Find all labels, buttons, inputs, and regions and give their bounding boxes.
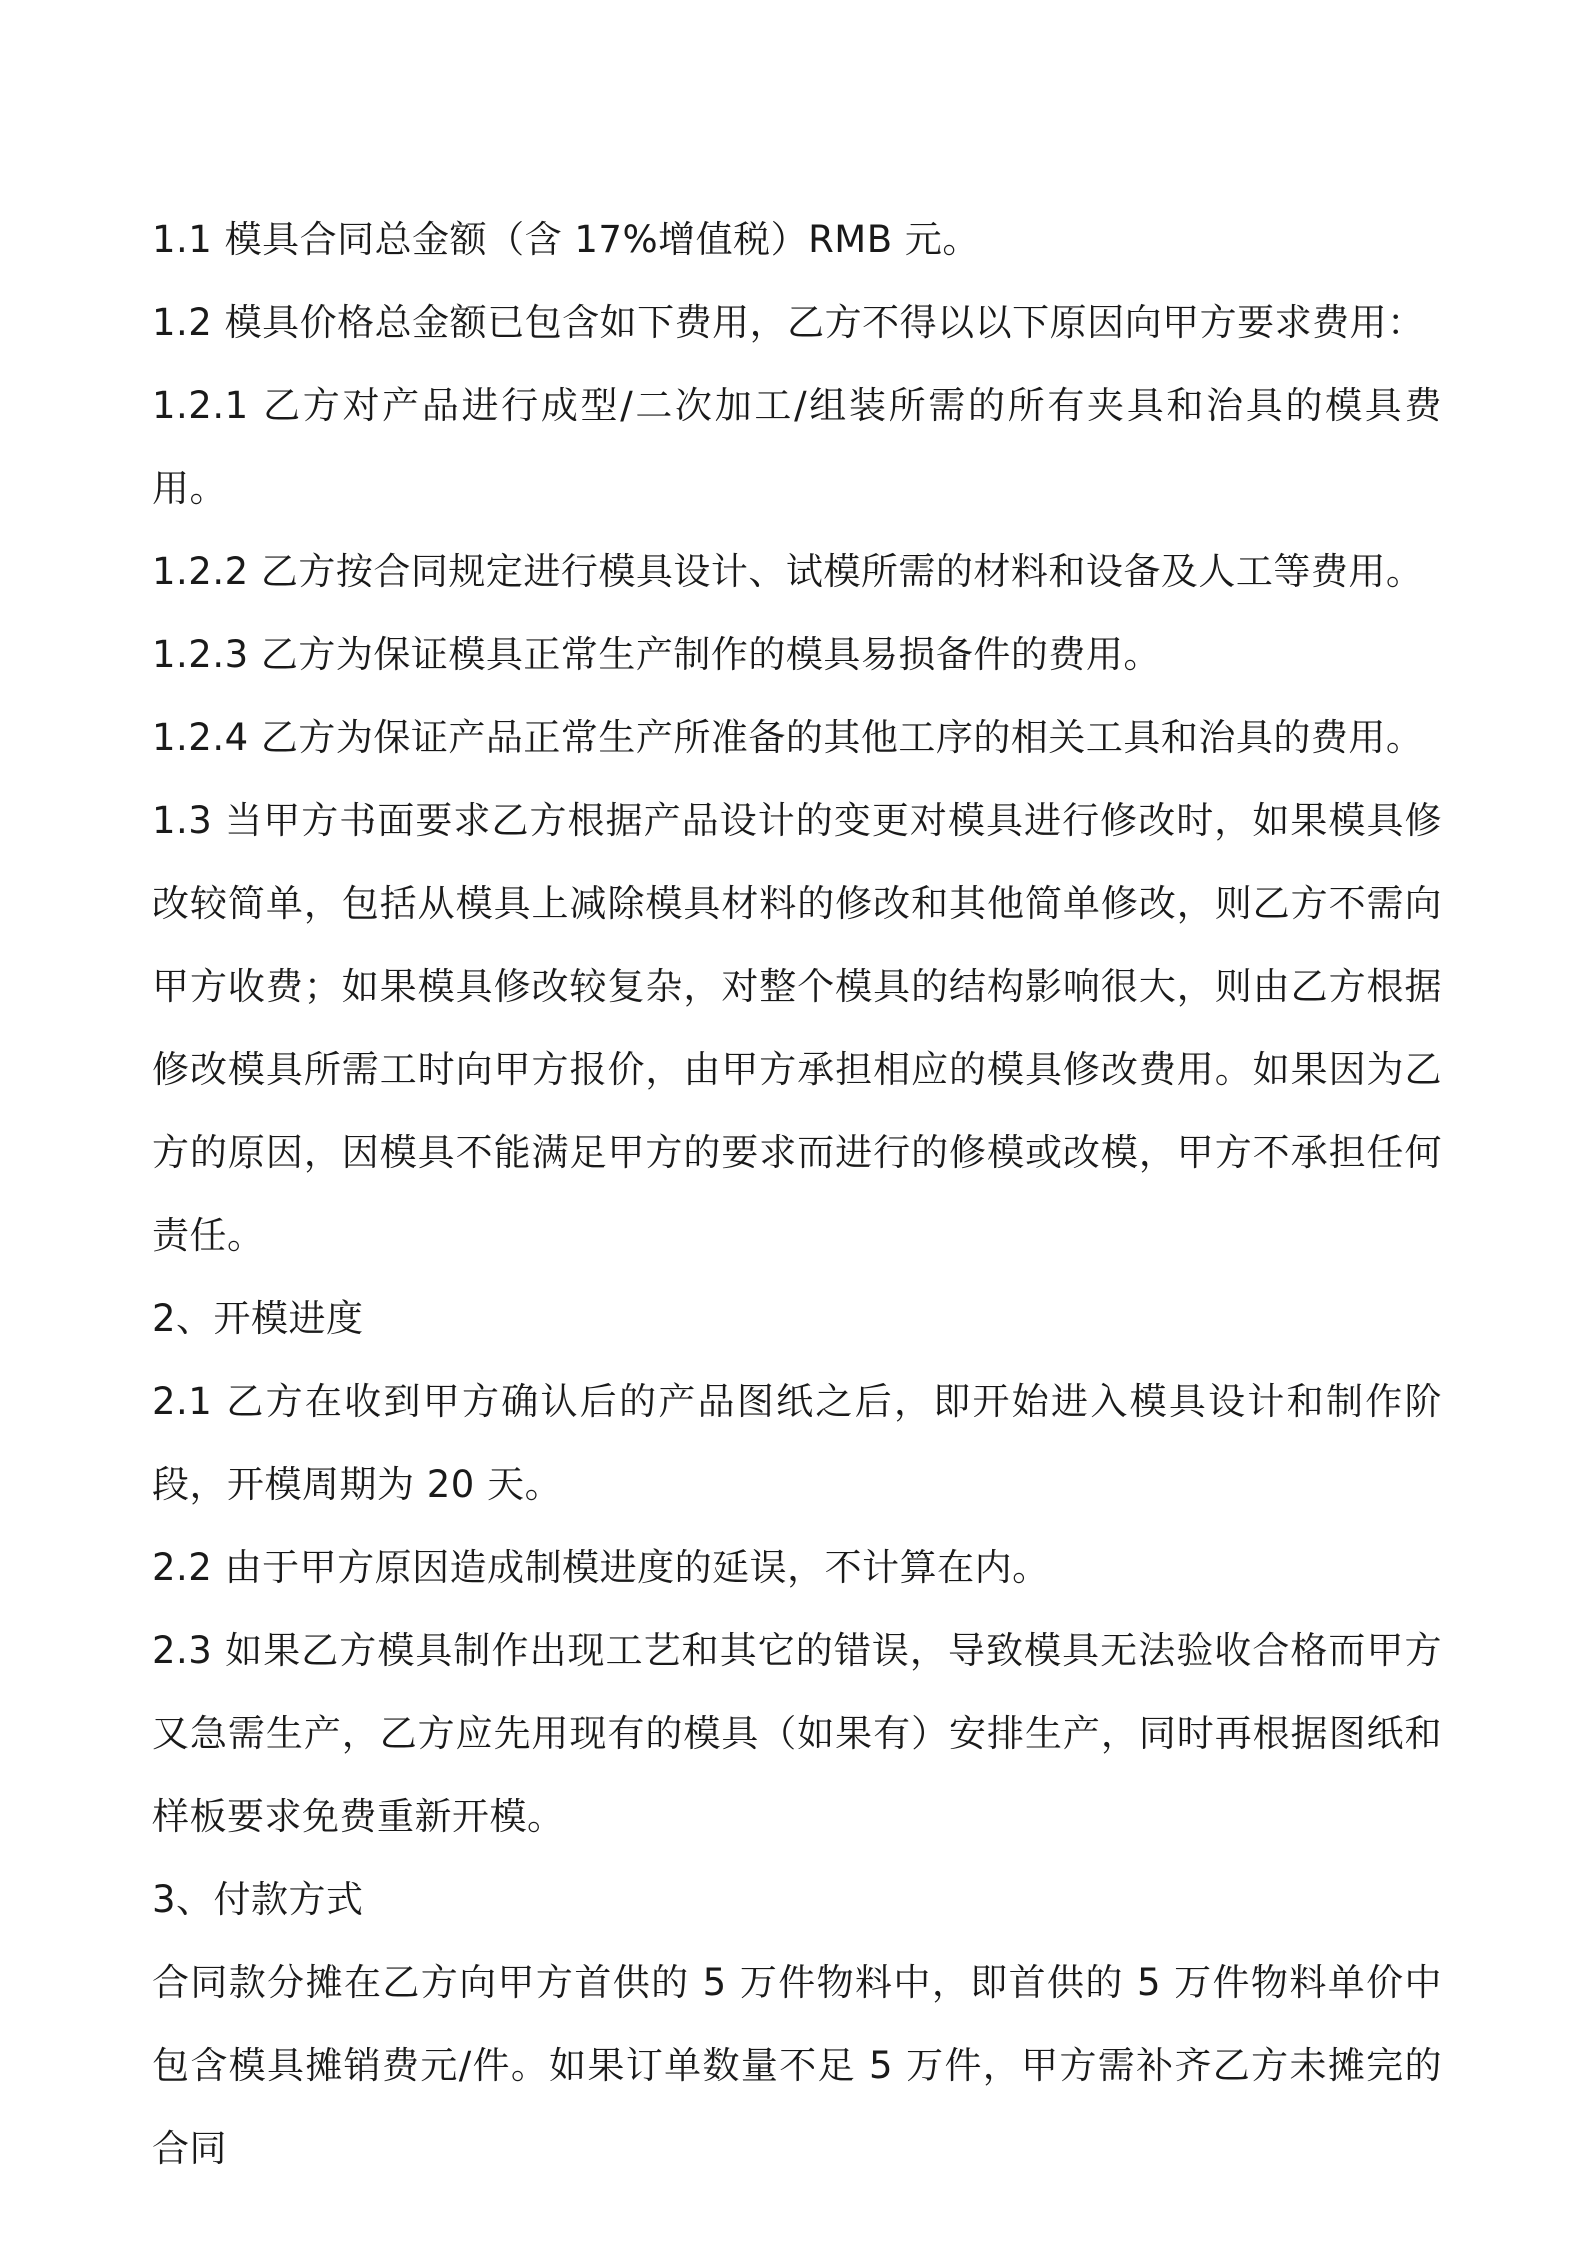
clause-1-2: 1.2 模具价格总金额已包含如下费用，乙方不得以以下原因向甲方要求费用：	[152, 301, 1425, 344]
clause-2-2: 2.2 由于甲方原因造成制模进度的延误，不计算在内。	[152, 1546, 1050, 1589]
payment-paragraph: 合同款分摊在乙方向甲方首供的 5 万件物料中，即首供的 5 万件物料单价中包含模具摊销费元/件。如果订单数量不足 5 万件，甲方需补齐乙方未摊完的合同	[152, 1961, 1442, 2170]
clause-1-2-3: 1.2.3 乙方为保证模具正常生产制作的模具易损备件的费用。	[152, 633, 1161, 676]
clause-2-3: 2.3 如果乙方模具制作出现工艺和其它的错误，导致模具无法验收合格而甲方又急需生产，乙方应先用现有的模具（如果有）安排生产，同时再根据图纸和样板要求免费重新开模。	[152, 1629, 1442, 1838]
clause-1-2-2: 1.2.2 乙方按合同规定进行模具设计、试模所需的材料和设备及人工等费用。	[152, 550, 1424, 593]
section-heading-2: 2、开模进度	[152, 1297, 364, 1340]
document-body	[152, 198, 1442, 2190]
clause-1-3: 1.3 当甲方书面要求乙方根据产品设计的变更对模具进行修改时，如果模具修改较简单，包括从模具上减除模具材料的修改和其他简单修改，则乙方不需向甲方收费；如果模具修改较复杂，对整个模具的结构影响很大，则由乙方根据修改模具所需工时向甲方报价，由甲方承担相应的模具修改费用。如果因为乙方的原因，因模具不能满足甲方的要求而进行的修模或改模，甲方不承担任何责任。	[152, 799, 1442, 1257]
clause-1-2-4: 1.2.4 乙方为保证产品正常生产所准备的其他工序的相关工具和治具的费用。	[152, 716, 1424, 759]
section-heading-3: 3、付款方式	[152, 1878, 364, 1921]
clause-1-2-1: 1.2.1 乙方对产品进行成型/二次加工/组装所需的所有夹具和治具的模具费用。	[152, 384, 1442, 510]
clause-2-1: 2.1 乙方在收到甲方确认后的产品图纸之后，即开始进入模具设计和制作阶段，开模周期为 20 天。	[152, 1380, 1442, 1506]
clause-1-1: 1.1 模具合同总金额（含 17%增值税）RMB 元。	[152, 218, 980, 261]
